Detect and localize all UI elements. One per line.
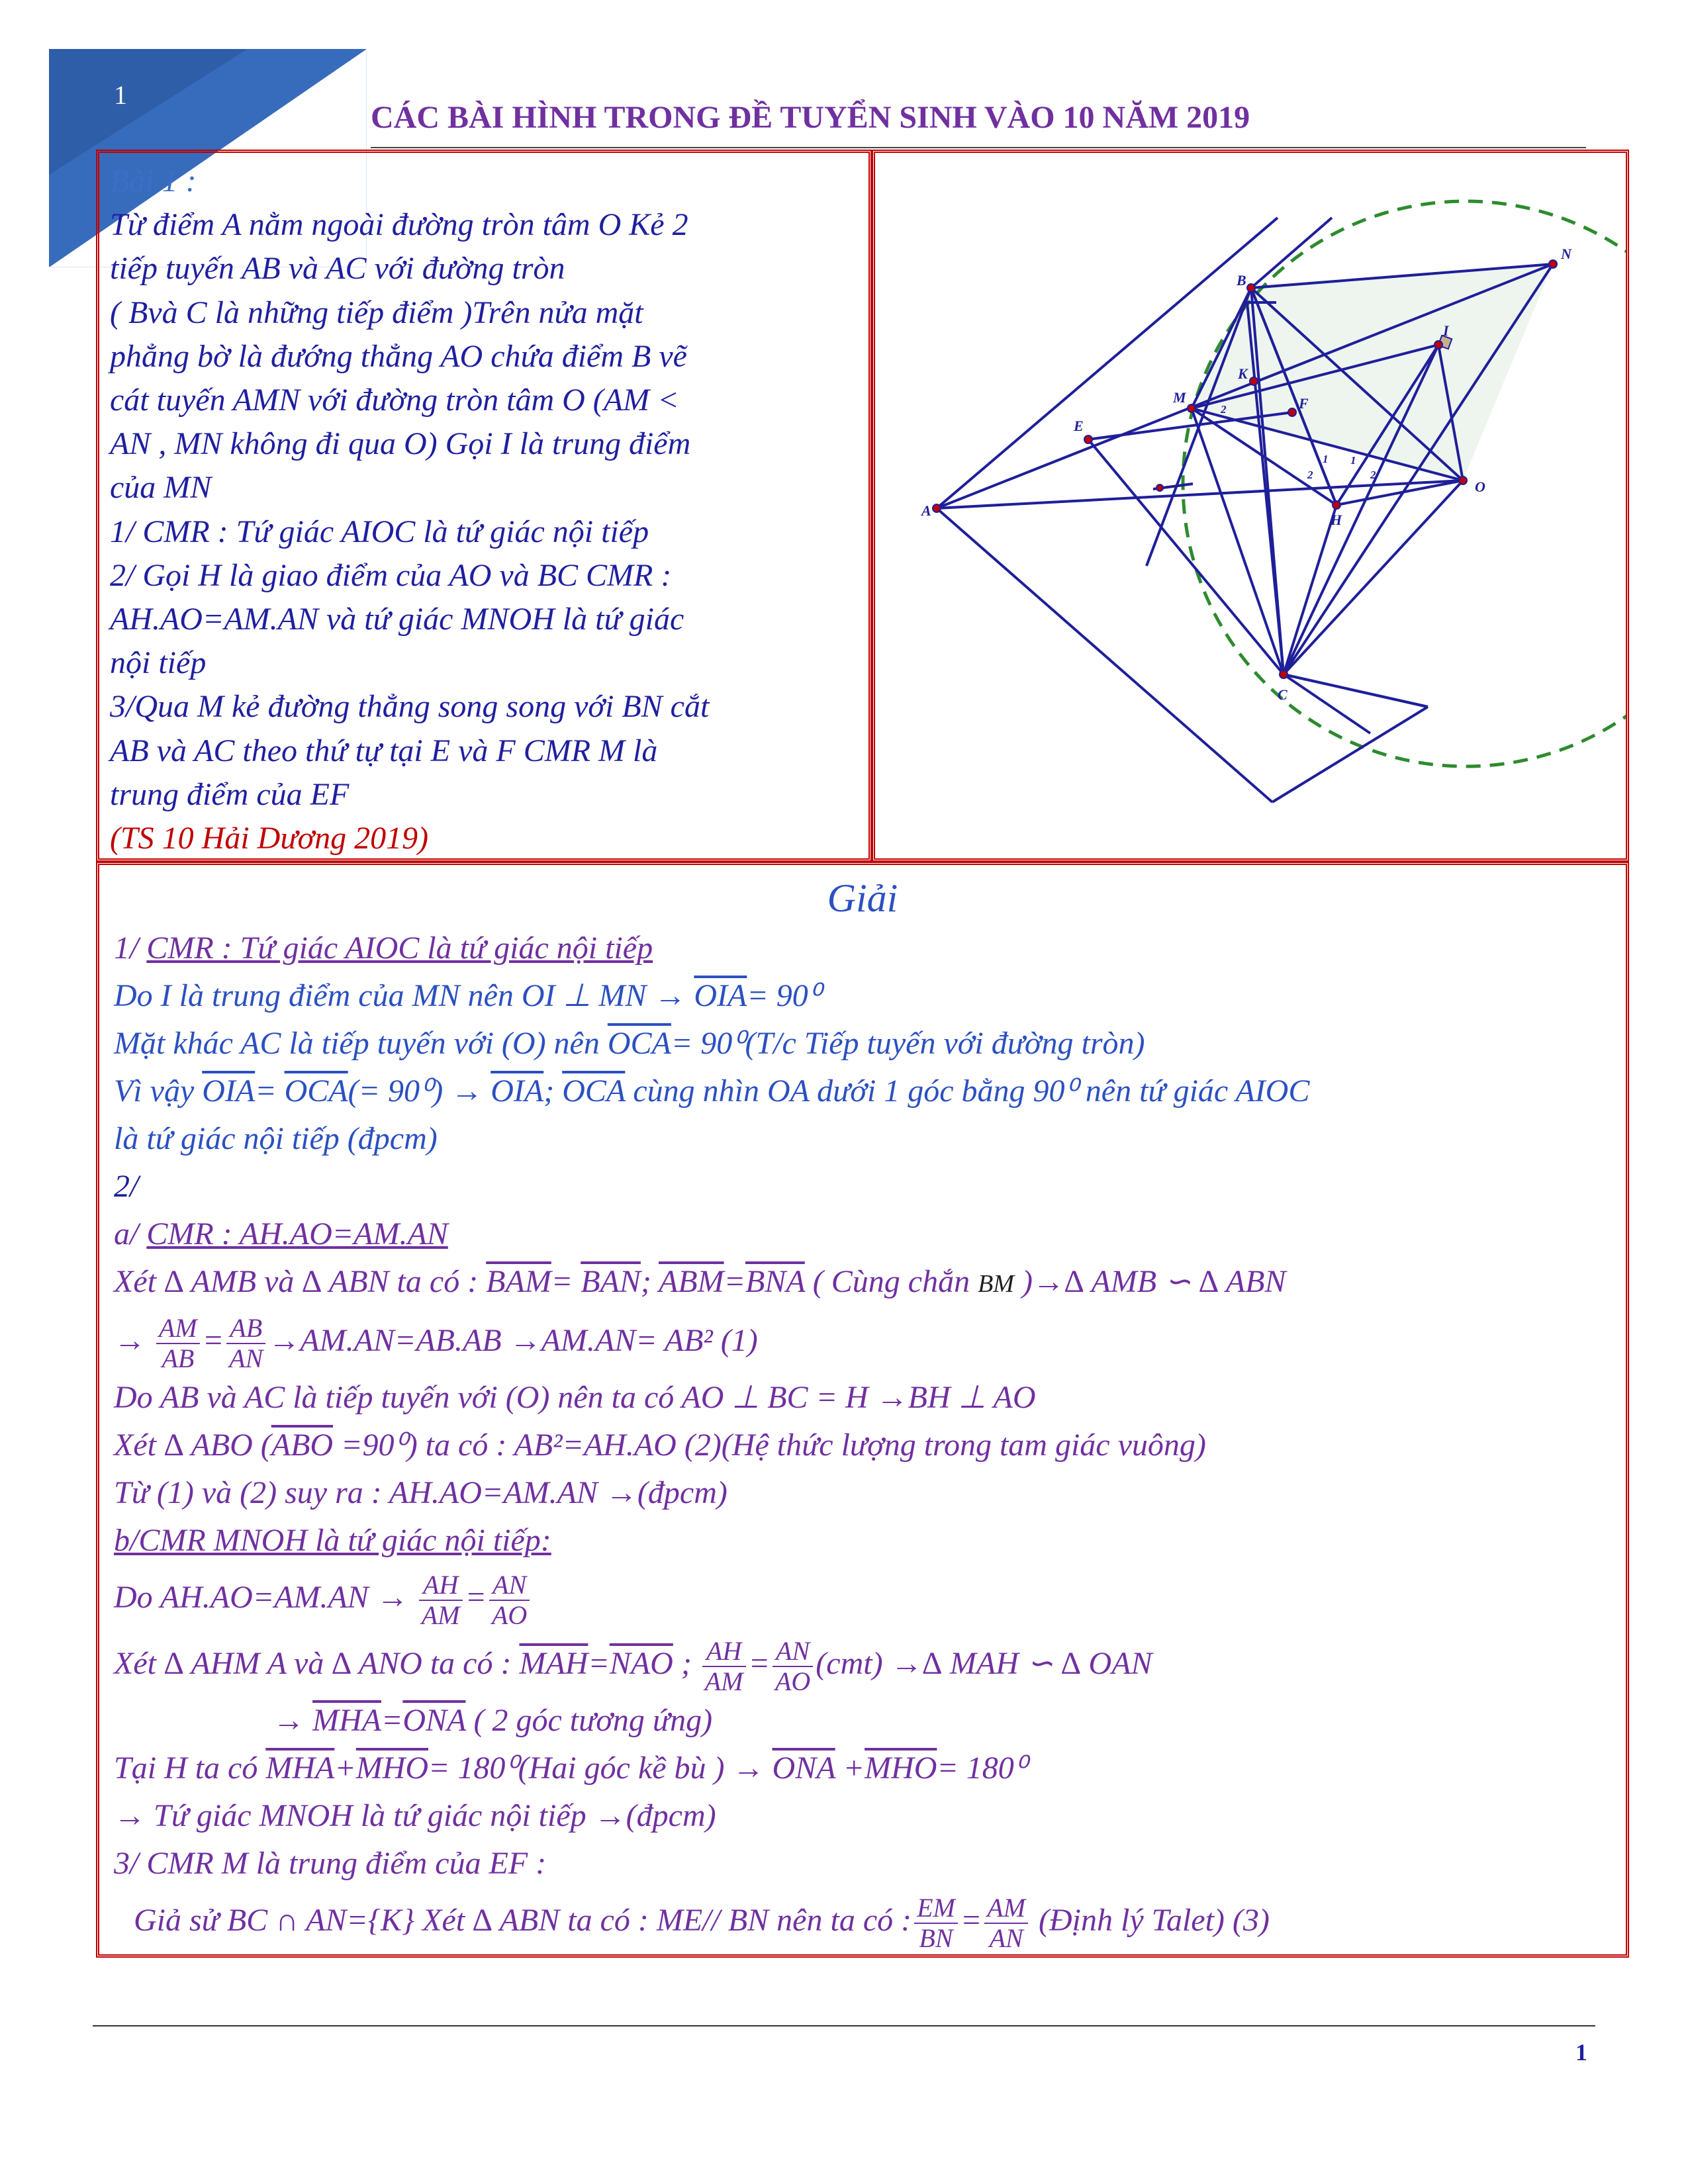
solution-line: Do AB và AC là tiếp tuyến với (O) nên ta có AO ⊥ BC = H →BH ⊥ AO — [114, 1380, 1036, 1415]
angle-symbol: $\overline{ONA}$ — [402, 1703, 466, 1738]
label-c: C — [1278, 686, 1288, 703]
angle-symbol: $\overline{ABM}$ — [658, 1264, 724, 1299]
label-k: K — [1238, 365, 1248, 382]
problem-line: AB và AC theo thứ tự tại E và F CMR M là — [110, 733, 658, 768]
fraction: $\frac{AH}{AM}$ — [702, 1637, 746, 1696]
problem-line: tiếp tuyến AB và AC với đường tròn — [110, 251, 565, 287]
angle-symbol: $\overline{MHO}$ — [865, 1751, 937, 1786]
angle-symbol: $\overline{MHA}$ — [312, 1703, 381, 1738]
angle-symbol: $\overline{NAO}$ — [609, 1646, 673, 1681]
geometry-figure — [875, 153, 1626, 858]
problem-label: Bài 1 : — [110, 163, 197, 199]
label-f: F — [1299, 395, 1309, 412]
angle-mark-1a: 1 — [1323, 453, 1329, 465]
problem-line: cát tuyến AMN với đường tròn tâm O (AM < — [110, 383, 679, 418]
angle-mark-m2: 2 — [1221, 403, 1227, 416]
angle-symbol: $\overline{OCA}$ — [607, 1026, 671, 1061]
label-n: N — [1561, 246, 1571, 262]
angle-symbol: $\overline{BAM}$ — [486, 1264, 551, 1299]
solution-line: Do I là trung điểm của MN nên OI ⊥ MN → $\overline{OIA}= 90^0$ — [114, 978, 821, 1013]
solution-line: → $\frac{AM}{AB}$ = $\frac{AB}{AN}$ →AM.AN=AB.AB →AM.AN= AB² (1) — [114, 1312, 758, 1373]
solution-line: → $\overline{MHA}=\overline{ONA}$ ( 2 góc tương ứng) — [273, 1703, 713, 1738]
solution-line: Xét ∆ AMB và ∆ ABN ta có : $\overline{BAM}= \overline{BAN}$; $\overline{ABM}=\overline{BNA}$ ( Cùng chắn BM )→∆ AMB ∽ ∆ ABN — [114, 1264, 1286, 1299]
angle-symbol: $\overline{MAH}$ — [519, 1646, 588, 1681]
angle-mark-1b: 1 — [1350, 454, 1356, 467]
solution-box — [96, 862, 1629, 1958]
solution-line: Xét ∆ AHM A và ∆ ANO ta có : $\overline{MAH}=\overline{NAO}$ ; $\frac{AH}{AM}$ = $\frac{AN}{AO}$ (cmt) →∆ MAH ∽ ∆ OAN — [114, 1635, 1152, 1696]
angle-symbol: $\overline{OIA}$ — [491, 1073, 544, 1109]
problem-line: trung điểm của EF — [110, 776, 350, 812]
angle-symbol: $\overline{OCA}$ — [284, 1073, 348, 1109]
solution-line: Do AH.AO=AM.AN → $\frac{AH}{AM}$ = $\frac{AN}{AO}$ — [114, 1565, 1611, 1631]
title-rule — [371, 147, 1586, 148]
angle-symbol: $\overline{BAN}$ — [581, 1264, 641, 1299]
angle-symbol: $\overline{BNA}$ — [745, 1264, 805, 1299]
fraction: $\frac{AM}{AN}$ — [984, 1893, 1028, 1953]
problem-line: 1/ CMR : Tứ giác AIOC là tứ giác nội tiếp — [110, 514, 649, 549]
problem-line: Từ điểm A nằm ngoài đường tròn tâm O Kẻ 2 — [110, 207, 688, 243]
fraction: $\frac{AB}{AN}$ — [226, 1314, 265, 1373]
label-m: M — [1173, 389, 1186, 406]
solution-line: Vì vậy $\overline{OIA}= \overline{OCA}(= 90^0) \to \overline{OIA}$; $\overline{OCA}$ cùng nhìn OA dưới 1 góc bằng 90⁰ nên tứ giác AIOC — [114, 1073, 1310, 1109]
problem-box — [96, 150, 872, 862]
angle-symbol: $\overline{ABO}$ — [271, 1428, 334, 1463]
fraction: $\frac{AH}{AM}$ — [419, 1570, 463, 1630]
page-title: CÁC BÀI HÌNH TRONG ĐỀ TUYỂN SINH VÀO 10 NĂM 2019 — [371, 100, 1250, 135]
solution-line: Xét ∆ ABO $(\overline{ABO} =90^0)$ ta có : AB²=AH.AO (2)(Hệ thức lượng trong tam giác vuông) — [114, 1428, 1206, 1463]
figure-box — [872, 150, 1629, 862]
angle-mark-2a: 2 — [1307, 469, 1313, 481]
angle-symbol: $\overline{OCA}$ — [562, 1073, 626, 1109]
solution-line: b/CMR MNOH là tứ giác nội tiếp: — [114, 1523, 551, 1558]
solution-line: → Tứ giác MNOH là tứ giác nội tiếp →(đpcm) — [114, 1798, 716, 1833]
corner-page-number: 1 — [114, 80, 127, 110]
problem-line: phẳng bờ là đướng thẳng AO chứa điểm B vẽ — [110, 338, 687, 374]
footer-page-number: 1 — [1575, 2039, 1587, 2066]
solution-line: Từ (1) và (2) suy ra : AH.AO=AM.AN →(đpcm) — [114, 1475, 727, 1510]
solution-line: Mặt khác AC là tiếp tuyến với (O) nên $\overline{OCA}= 90^0(T/c$ Tiếp tuyến với đường tròn) — [114, 1026, 1145, 1061]
problem-line: nội tiếp — [110, 645, 207, 681]
label-h: H — [1331, 512, 1342, 528]
angle-symbol: $\overline{MHA}$ — [265, 1751, 335, 1786]
label-i: I — [1443, 322, 1449, 339]
angle-mark-2b: 2 — [1370, 469, 1376, 481]
angle-symbol: $\overline{OIA}$ — [202, 1073, 256, 1109]
label-a: A — [921, 502, 931, 519]
problem-line: của MN — [110, 470, 212, 506]
label-o: O — [1475, 478, 1485, 495]
problem-line: 3/Qua M kẻ đường thẳng song song với BN cắt — [110, 689, 710, 725]
footer-rule — [93, 2025, 1595, 2026]
problem-line: ( Bvà C là những tiếp điểm )Trên nửa mặt — [110, 295, 643, 330]
angle-symbol: $\overline{MHO}$ — [355, 1751, 429, 1786]
label-e: E — [1074, 418, 1084, 434]
solution-line: 3/ CMR M là trung điểm của EF : — [114, 1846, 547, 1881]
problem-line: AN , MN không đi qua O) Gọi I là trung điểm — [110, 426, 691, 462]
angle-symbol: $\overline{ONA}$ — [772, 1751, 835, 1786]
solution-line: 1/ CMR : Tứ giác AIOC là tứ giác nội tiếp — [114, 931, 653, 966]
problem-line: AH.AO=AM.AN và tứ giác MNOH là tứ giác — [110, 602, 684, 637]
solution-line: 2/ — [114, 1169, 139, 1204]
angle-symbol: $\overline{OIA}$ — [694, 978, 747, 1013]
problem-line: 2/ Gọi H là giao điểm của AO và BC CMR : — [110, 557, 672, 593]
label-b: B — [1237, 272, 1246, 289]
problem-text — [110, 159, 858, 860]
fraction: $\frac{AN}{AO}$ — [489, 1570, 530, 1630]
solution-line: Tại H ta có $\overline{MHA}+\overline{MHO}= 180^0(Hai$ góc kề bù ) → $\overline{ONA} +\overline{MHO}= 180^0$ — [114, 1751, 1027, 1786]
solution-heading: Giải — [827, 876, 898, 920]
solution-line: Giả sử BC ∩ AN={K} Xét ∆ ABN ta có : ME// BN nên ta có : $\frac{EM}{BN}$ = $\frac{AM}{AN}$ (Định lý Talet) (3) — [134, 1892, 1270, 1953]
fraction: $\frac{AM}{AB}$ — [156, 1314, 200, 1373]
problem-source: (TS 10 Hải Dương 2019) — [110, 821, 429, 856]
solution-line: a/ CMR : AH.AO=AM.AN — [114, 1216, 448, 1251]
fraction: $\frac{AN}{AO}$ — [773, 1637, 813, 1696]
fraction: $\frac{EM}{BN}$ — [914, 1893, 958, 1953]
solution-line: là tứ giác nội tiếp (đpcm) — [114, 1121, 438, 1156]
